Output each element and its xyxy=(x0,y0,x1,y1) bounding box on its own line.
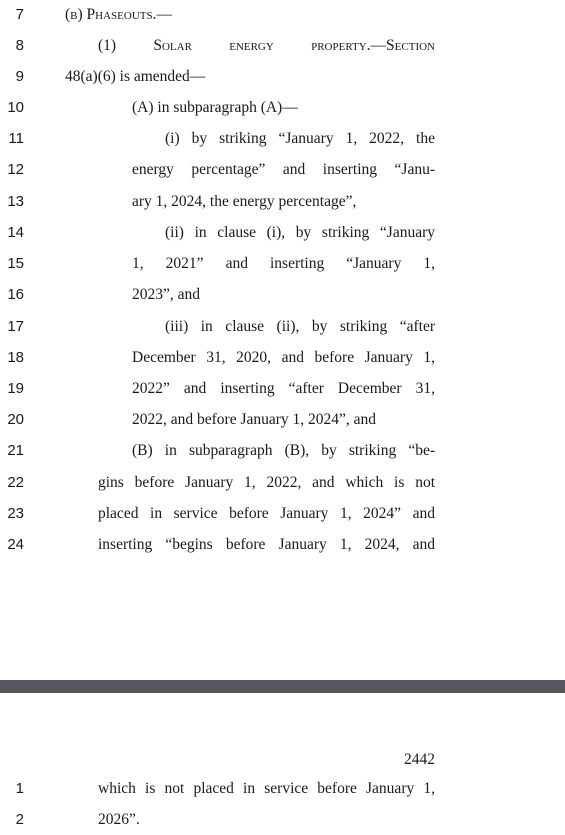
line-18 xyxy=(0,347,565,369)
paragraph-heading-solar-energy-property: (1) Solar energy property.—Section xyxy=(98,37,435,54)
line-14 xyxy=(0,222,565,244)
line-text: (A) in subparagraph (A)— xyxy=(132,99,298,116)
line-text: (ii) in clause (i), by striking “January xyxy=(165,224,435,241)
line-text: which is not placed in service before January 1, xyxy=(98,780,435,797)
line-number: 2 xyxy=(15,811,24,828)
line-number: 15 xyxy=(7,255,24,272)
line-text: placed in service before January 1, 2024” and xyxy=(98,505,435,522)
line-21 xyxy=(0,440,565,462)
line-number: 14 xyxy=(7,224,24,241)
document-page-bottom xyxy=(0,693,565,835)
line-text: December 31, 2020, and before January 1, xyxy=(132,349,435,366)
line-23 xyxy=(0,503,565,525)
line-20 xyxy=(0,409,565,431)
line-17 xyxy=(0,316,565,338)
line-number: 1 xyxy=(15,780,24,797)
line-8 xyxy=(0,35,565,57)
section-heading-phaseouts: (b) Phaseouts.— xyxy=(65,6,172,23)
line-text: 2022, and before January 1, 2024”, and xyxy=(132,411,377,428)
line-19 xyxy=(0,378,565,400)
line-text: 2026”. xyxy=(98,811,140,828)
line-9 xyxy=(0,66,565,88)
line-number: 24 xyxy=(7,536,24,553)
line-22 xyxy=(0,472,565,494)
line-number: 7 xyxy=(15,6,24,23)
page-divider xyxy=(0,680,565,693)
line-number: 13 xyxy=(7,193,24,210)
line-number: 8 xyxy=(15,37,24,54)
line-number: 20 xyxy=(7,411,24,428)
line-text: (i) by striking “January 1, 2022, the xyxy=(165,130,435,147)
line-13 xyxy=(0,191,565,213)
line-24 xyxy=(0,534,565,556)
line-text: (iii) in clause (ii), by striking “after xyxy=(165,318,435,335)
line-number: 22 xyxy=(7,474,24,491)
page-number: 2442 xyxy=(404,751,435,768)
line-number: 18 xyxy=(7,349,24,366)
line-text: energy percentage” and inserting “Janu- xyxy=(132,161,435,178)
line-text: 48(a)(6) is amended— xyxy=(65,68,206,85)
line-1 xyxy=(0,778,565,800)
line-text: inserting “begins before January 1, 2024, and xyxy=(98,536,435,553)
line-11 xyxy=(0,128,565,150)
line-12 xyxy=(0,159,565,181)
line-number: 23 xyxy=(7,505,24,522)
line-text: (B) in subparagraph (B), by striking “be- xyxy=(132,442,435,459)
line-text: 1, 2021” and inserting “January 1, xyxy=(132,255,435,272)
line-10 xyxy=(0,97,565,119)
line-text: 2023”, and xyxy=(132,286,201,303)
line-number: 10 xyxy=(7,99,24,116)
line-2 xyxy=(0,809,565,831)
line-number: 16 xyxy=(7,286,24,303)
line-7 xyxy=(0,4,565,26)
line-15 xyxy=(0,253,565,275)
line-number: 17 xyxy=(7,318,24,335)
line-16 xyxy=(0,284,565,306)
line-number: 11 xyxy=(8,130,24,147)
line-text: 2022” and inserting “after December 31, xyxy=(132,380,435,397)
line-number: 12 xyxy=(7,161,24,178)
line-text: gins before January 1, 2022, and which is not xyxy=(98,474,435,491)
line-text: ary 1, 2024, the energy percentage”, xyxy=(132,193,357,210)
line-number: 21 xyxy=(7,442,24,459)
line-number: 9 xyxy=(15,68,24,85)
line-number: 19 xyxy=(7,380,24,397)
